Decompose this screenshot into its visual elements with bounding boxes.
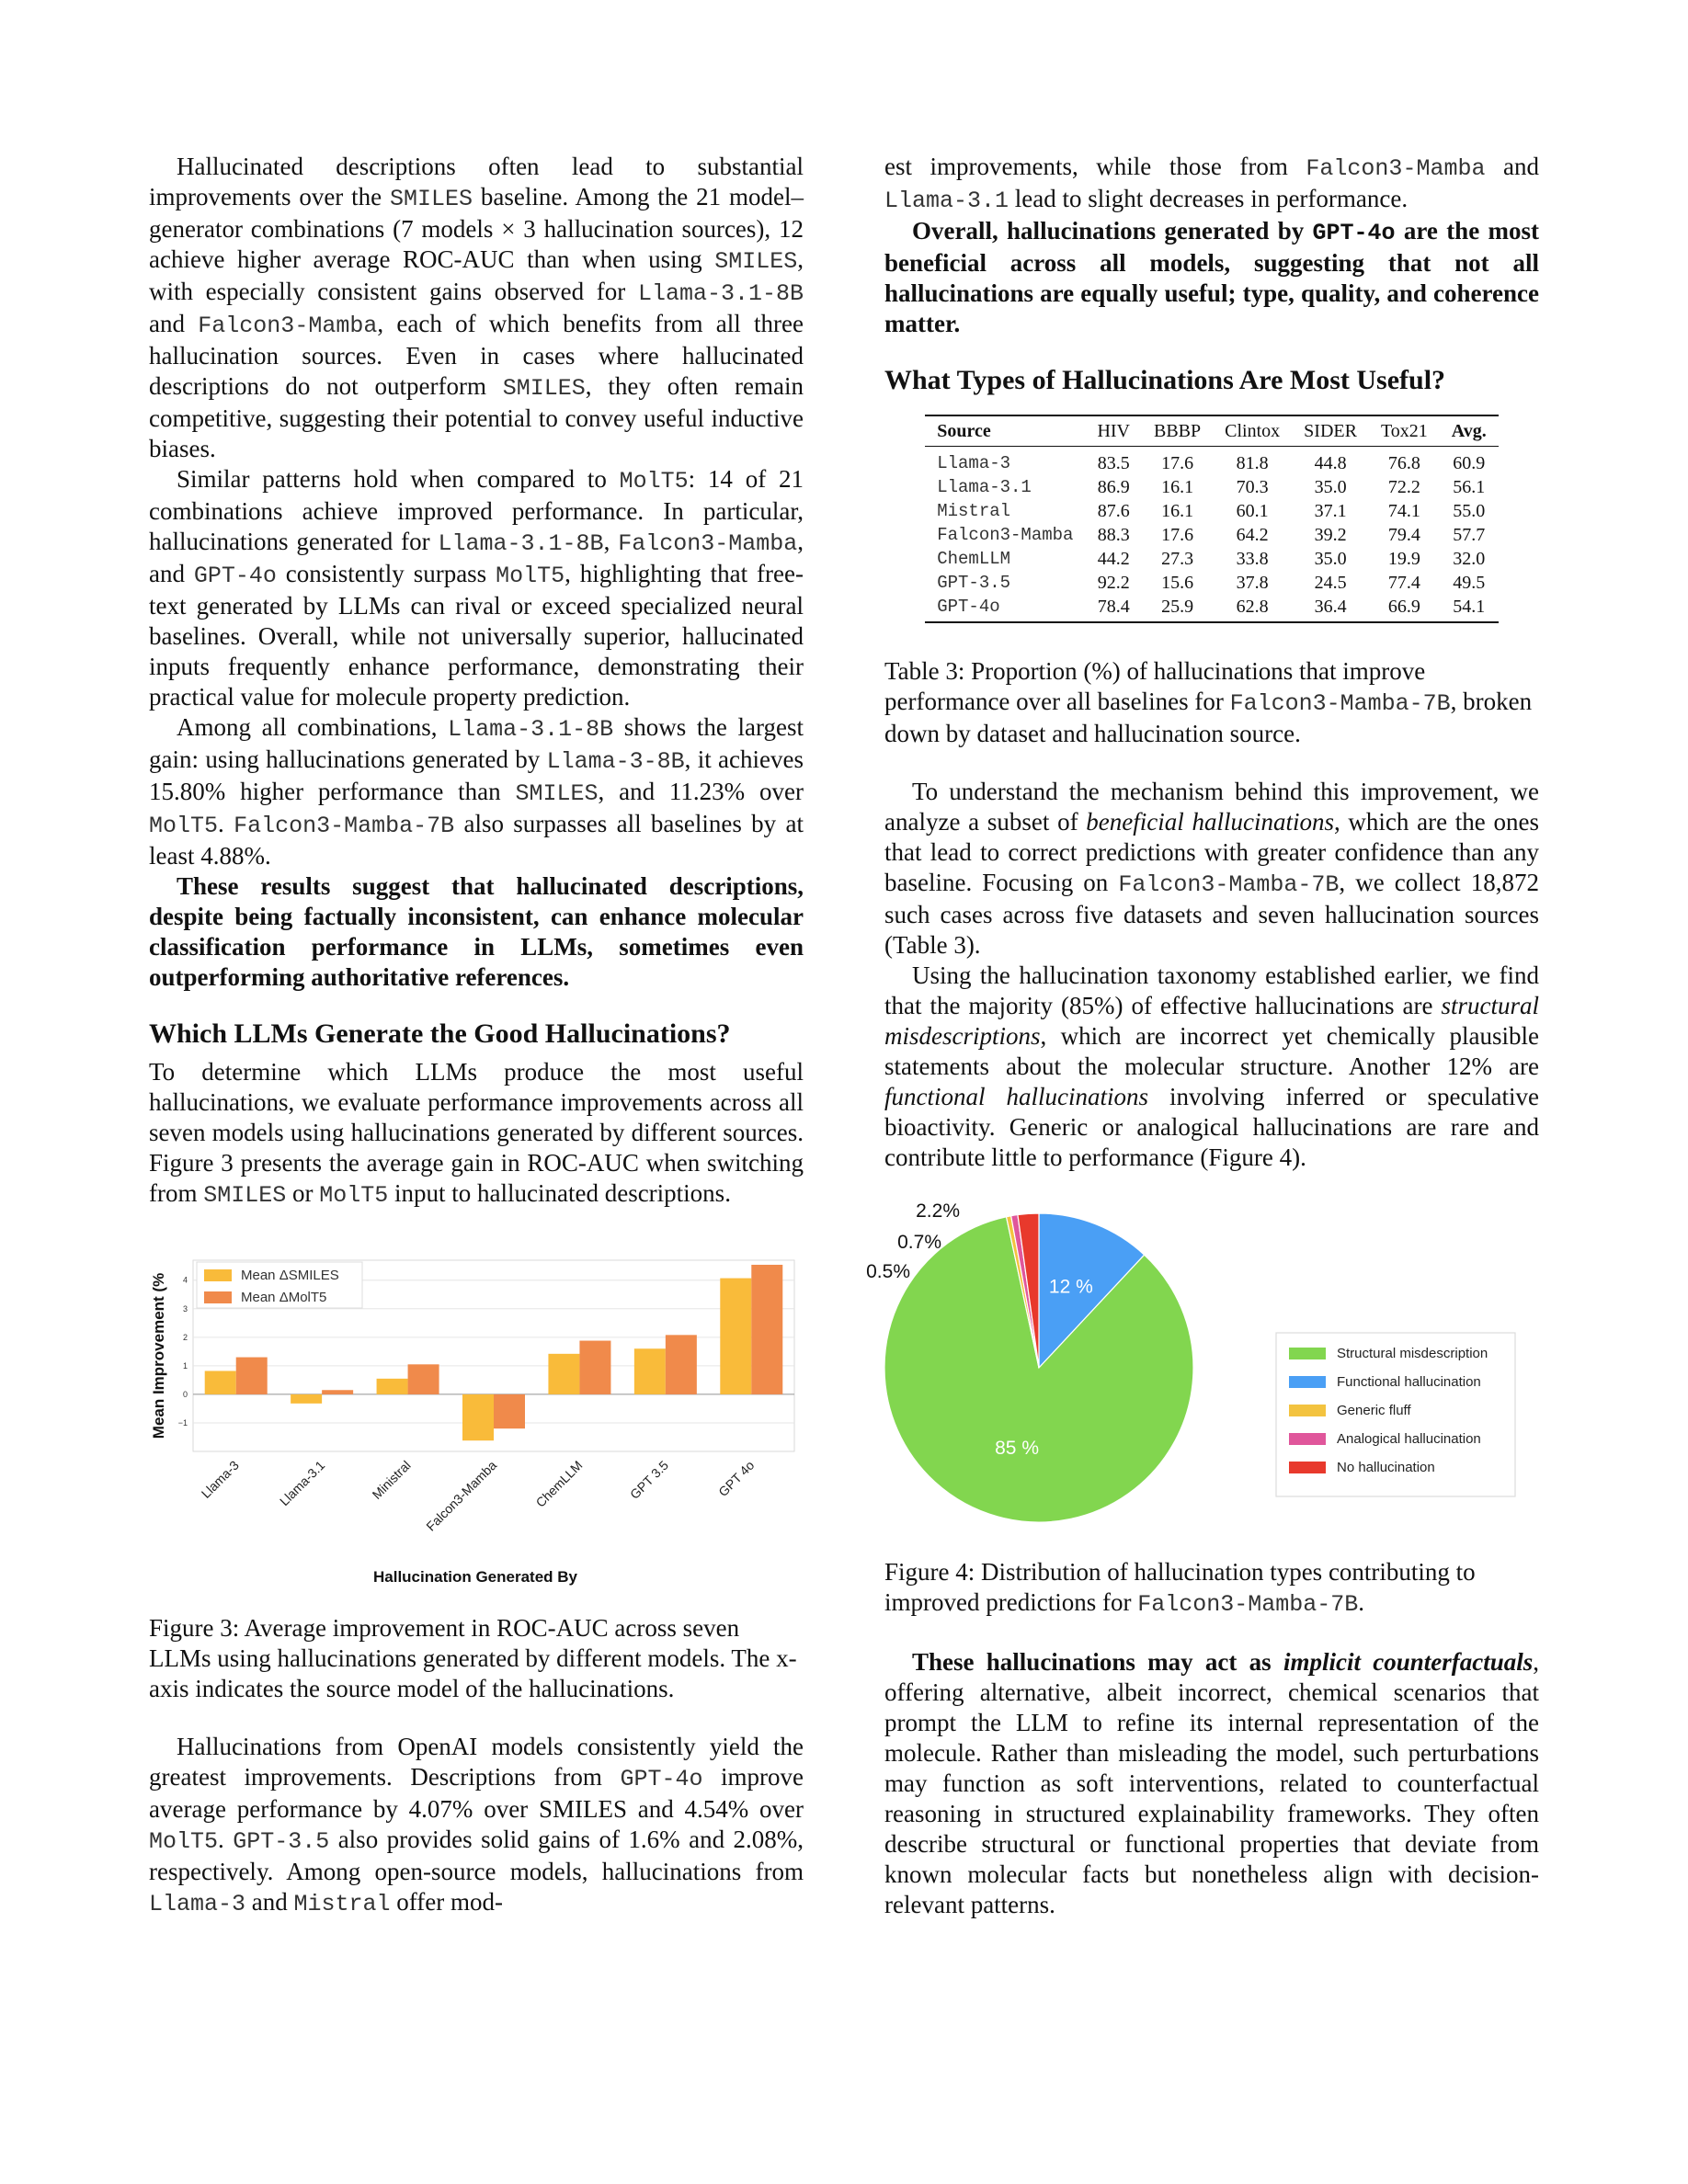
bar-delta-smiles: [720, 1279, 751, 1394]
legend-swatch: [204, 1291, 232, 1303]
source-cell: Mistral: [937, 501, 1011, 521]
legend-label: Mean ΔMolT5: [241, 1290, 327, 1305]
table-row: [925, 523, 1499, 547]
source-cell: Llama-3: [937, 453, 1011, 473]
value-cell: 17.6: [1161, 525, 1194, 545]
value-cell: 16.1: [1161, 477, 1194, 497]
y-tick-label: 2: [182, 1332, 188, 1342]
value-cell: 72.2: [1387, 477, 1420, 497]
value-cell: 81.8: [1236, 453, 1269, 473]
slice-label: 85 %: [995, 1437, 1040, 1459]
source-cell: GPT-4o: [937, 597, 1000, 617]
paragraph: Similar patterns hold when compared to MolT5: 14 of 21 combinations achieve improved performance. In particular, hallucinations generated for Llama-3.1-8B, Falcon3-Mamba, and GPT-4o consistently surpass MolT5, highlighting that free-text generated by LLMs can rival or exceed specialized neural baselines. Overall, while not universally superior, hallucinated inputs frequently enhance performance, demonstrating their practical value for molecule property prediction.: [149, 465, 804, 711]
value-cell: 17.6: [1161, 453, 1194, 473]
value-cell: 64.2: [1236, 525, 1269, 545]
source-cell: ChemLLM: [937, 549, 1011, 569]
value-cell: 88.3: [1097, 525, 1130, 545]
bar-delta-molt5: [236, 1358, 268, 1394]
chart-legend: [197, 1262, 362, 1308]
value-cell: 74.1: [1387, 501, 1420, 521]
bar-delta-smiles: [462, 1394, 494, 1440]
value-cell: 60.9: [1453, 453, 1486, 473]
value-cell: 78.4: [1097, 597, 1130, 617]
value-cell: 54.1: [1453, 597, 1486, 617]
value-cell: 24.5: [1314, 573, 1347, 593]
legend-label: Generic fluff: [1337, 1403, 1411, 1418]
paragraph: Among all combinations, Llama-3.1-8B shows the largest gain: using hallucinations generated by Llama-3-8B, it achieves 15.80% higher performance than SMILES, and 11.23% over MolT5. Falcon3-Mamba-7B also surpasses all baselines by at least 4.88%.: [149, 713, 804, 870]
value-cell: 66.9: [1387, 597, 1420, 617]
value-cell: 57.7: [1453, 525, 1486, 545]
value-cell: 49.5: [1453, 573, 1486, 593]
table-row: [925, 547, 1499, 571]
value-cell: 15.6: [1161, 573, 1194, 593]
column-header: SIDER: [1304, 421, 1357, 441]
legend-swatch: [204, 1269, 232, 1281]
y-tick-label: −1: [177, 1417, 188, 1428]
legend-swatch: [1289, 1405, 1326, 1416]
value-cell: 83.5: [1097, 453, 1130, 473]
value-cell: 27.3: [1161, 549, 1194, 569]
figure-3-bar-chart: [149, 1244, 804, 1593]
table-row: [925, 499, 1499, 523]
slice-outside-label: 0.7%: [897, 1232, 941, 1253]
paragraph: Hallucinated descriptions often lead to substantial improvements over the SMILES baseline. Among the 21 model–generator combinations (7 models × 3 hallucination sources), 12 achieve higher average ROC-AUC than when using SMILES, with especially consistent gains observed for Llama-3.1-8B and Falcon3-Mamba, each of which benefits from all three hallucination sources. Even in cases where hallucinated descriptions do not outperform SMILES, they often remain competitive, suggesting their potential to convey useful inductive biases.: [149, 153, 804, 462]
value-cell: 33.8: [1236, 549, 1269, 569]
x-axis-label: Hallucination Generated By: [373, 1568, 577, 1586]
y-axis-label: Mean Improvement (%: [150, 1272, 167, 1439]
bar-delta-molt5: [751, 1265, 782, 1394]
figure-4-pie-chart: [866, 1200, 1539, 1535]
bar-delta-smiles: [548, 1354, 579, 1394]
value-cell: 35.0: [1314, 549, 1347, 569]
key-finding: Overall, hallucinations generated by GPT-4o are the most beneficial across all models, suggesting that not all hallucinations are equally useful; type, quality, and coherence matter.: [884, 217, 1539, 337]
legend-label: No hallucination: [1337, 1460, 1435, 1475]
bar-delta-smiles: [205, 1371, 236, 1393]
section-heading: Which LLMs Generate the Good Hallucinations?: [149, 1018, 731, 1049]
bar-delta-molt5: [494, 1394, 525, 1428]
table-row: [925, 475, 1499, 499]
paragraph: These hallucinations may act as implicit counterfactuals, offering alternative, albeit incorrect, chemical scenarios that prompt the LLM to refine its internal representation of the molecule. Rather than misleading the model, such perturbations may function as soft interventions, related to counterfactual reasoning in structured explainability frameworks. They often describe structural or functional properties that deviate from known molecular facts but nonetheless align with decision-relevant patterns.: [884, 1648, 1539, 1918]
section-heading: What Types of Hallucinations Are Most Useful?: [884, 365, 1446, 395]
value-cell: 70.3: [1236, 477, 1269, 497]
bar-delta-smiles: [291, 1394, 322, 1404]
table-row: [925, 447, 1499, 476]
value-cell: 37.1: [1314, 501, 1347, 521]
right-column: [866, 152, 1539, 1920]
figure-3-caption: Figure 3: Average improvement in ROC-AUC across seven LLMs using hallucinations generated by different models. The x-axis indicates the source model of the hallucinations.: [149, 1614, 797, 1702]
source-cell: Llama-3.1: [937, 477, 1032, 497]
key-finding: These results suggest that hallucinated descriptions, despite being factually inconsistent, can enhance molecular classification performance in LLMs, sometimes even outperforming authoritative references.: [149, 872, 804, 991]
source-cell: Falcon3-Mamba: [937, 525, 1074, 545]
paragraph: Hallucinations from OpenAI models consistently yield the greatest improvements. Descriptions from GPT-4o improve average performance by 4.07% over SMILES and 4.54% over MolT5. GPT-3.5 also provides solid gains of 1.6% and 2.08%, respectively. Among open-source models, hallucinations from Llama-3 and Mistral offer mod-: [149, 1733, 804, 1917]
paragraph: Using the hallucination taxonomy established earlier, we find that the majority (85%) of effective hallucinations are structural misdescriptions, which are incorrect yet chemically plausible statements about the molecular structure. Another 12% are functional hallucinations involving inferred or speculative bioactivity. Generic or analogical hallucinations are rare and contribute little to performance (Figure 4).: [884, 961, 1539, 1171]
y-tick-label: 1: [182, 1360, 188, 1371]
pie-chart-svg: [866, 1200, 1539, 1535]
value-cell: 19.9: [1387, 549, 1420, 569]
column-header: BBBP: [1154, 421, 1202, 441]
slice-outside-label: 2.2%: [916, 1200, 960, 1222]
table-header-row: [925, 415, 1499, 447]
legend-swatch: [1289, 1376, 1326, 1388]
bar-delta-smiles: [377, 1379, 408, 1394]
table-row: [925, 571, 1499, 595]
value-cell: 32.0: [1453, 549, 1486, 569]
value-cell: 87.6: [1097, 501, 1130, 521]
value-cell: 56.1: [1453, 477, 1486, 497]
column-header: Tox21: [1380, 421, 1428, 441]
y-tick-label: 3: [182, 1303, 188, 1314]
bar-delta-smiles: [634, 1348, 666, 1394]
paragraph: est improvements, while those from Falcon3-Mamba and Llama-3.1 lead to slight decreases in performance.: [884, 153, 1539, 214]
value-cell: 16.1: [1161, 501, 1194, 521]
value-cell: 37.8: [1236, 573, 1269, 593]
y-tick-label: 4: [182, 1275, 188, 1285]
value-cell: 44.8: [1314, 453, 1347, 473]
x-tick-label: Llama-3: [198, 1457, 242, 1501]
x-tick-label: GPT 3.5: [626, 1457, 671, 1502]
legend-swatch: [1289, 1433, 1326, 1445]
column-header: HIV: [1097, 421, 1130, 441]
figure-4-caption: Figure 4: Distribution of hallucination types contributing to improved predictions for Falcon3-Mamba-7B.: [884, 1558, 1476, 1618]
legend-swatch: [1289, 1348, 1326, 1359]
x-tick-label: GPT 4o: [715, 1457, 758, 1500]
value-cell: 35.0: [1314, 477, 1347, 497]
value-cell: 44.2: [1097, 549, 1130, 569]
paragraph: To determine which LLMs produce the most useful hallucinations, we evaluate performance improvements across all seven models using hallucinations generated by different sources. Figure 3 presents the average gain in ROC-AUC when switching from SMILES or MolT5 input to hallucinated descriptions.: [149, 1058, 804, 1209]
table-row: [925, 595, 1499, 622]
column-header: Source: [937, 421, 991, 441]
value-cell: 62.8: [1236, 597, 1269, 617]
x-tick-label: Falcon3-Mamba: [423, 1457, 500, 1534]
value-cell: 25.9: [1161, 597, 1194, 617]
bar-delta-molt5: [408, 1364, 439, 1394]
bar-delta-molt5: [322, 1390, 353, 1394]
pie-legend: [1276, 1333, 1515, 1496]
bar-delta-molt5: [579, 1341, 610, 1394]
value-cell: 36.4: [1314, 597, 1347, 617]
legend-label: Functional hallucination: [1337, 1374, 1481, 1390]
value-cell: 76.8: [1387, 453, 1420, 473]
legend-label: Structural misdescription: [1337, 1346, 1488, 1361]
value-cell: 39.2: [1314, 525, 1347, 545]
source-cell: GPT-3.5: [937, 573, 1011, 593]
x-tick-label: Ministral: [369, 1457, 414, 1502]
bar-chart-svg: [149, 1244, 804, 1593]
value-cell: 92.2: [1097, 573, 1130, 593]
value-cell: 86.9: [1097, 477, 1130, 497]
value-cell: 79.4: [1387, 525, 1420, 545]
column-header: Clintox: [1225, 421, 1281, 441]
column-header: Avg.: [1451, 421, 1487, 441]
slice-label: 12 %: [1048, 1276, 1093, 1298]
x-tick-label: Llama-3.1: [276, 1457, 328, 1509]
value-cell: 55.0: [1453, 501, 1486, 521]
bar-delta-molt5: [666, 1335, 697, 1394]
value-cell: 60.1: [1236, 501, 1269, 521]
left-column: [149, 152, 804, 1919]
table-3: [925, 415, 1499, 623]
legend-label: Mean ΔSMILES: [241, 1268, 339, 1283]
paragraph: To understand the mechanism behind this improvement, we analyze a subset of beneficial hallucinations, which are the ones that lead to correct predictions with greater confidence than any baseline. Focusing on Falcon3-Mamba-7B, we collect 18,872 such cases across five datasets and seven hallucination sources (Table 3).: [884, 778, 1539, 959]
legend-label: Analogical hallucination: [1337, 1431, 1481, 1447]
slice-outside-label: 0.5%: [866, 1261, 910, 1282]
y-tick-label: 0: [182, 1389, 188, 1399]
value-cell: 77.4: [1387, 573, 1420, 593]
table-3-caption: Table 3: Proportion (%) of hallucinations that improve performance over all baselines for Falcon3-Mamba-7B, broken down by dataset and hallucination source.: [884, 657, 1533, 747]
legend-swatch: [1289, 1462, 1326, 1473]
x-tick-label: ChemLLM: [532, 1457, 586, 1510]
